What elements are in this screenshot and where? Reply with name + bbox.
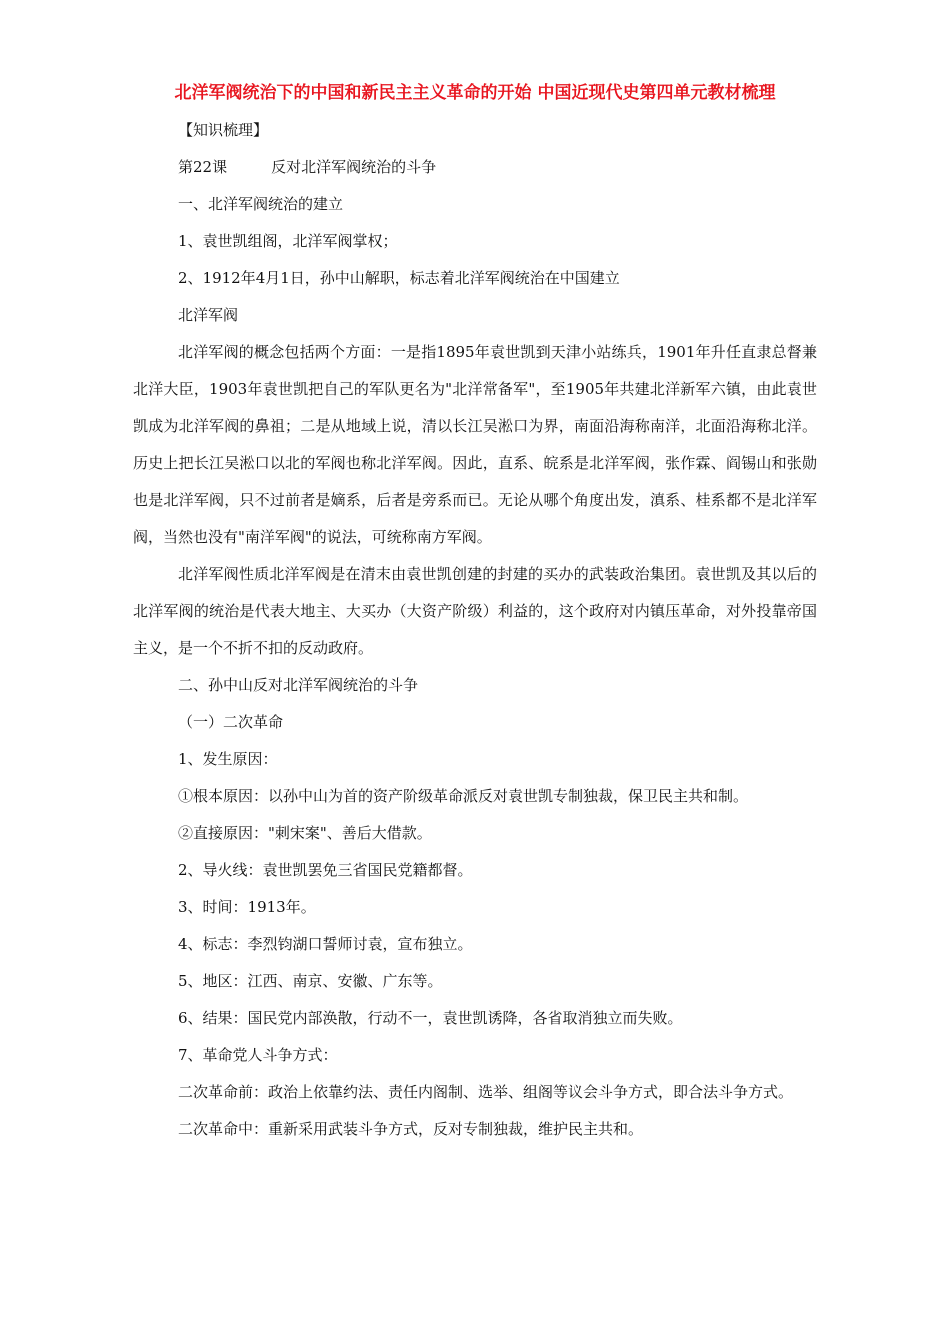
lesson-name: 反对北洋军阀统治的斗争 [271, 158, 437, 176]
list-item: 3、时间：1913年。 [178, 898, 316, 916]
list-item: ②直接原因："刺宋案"、善后大借款。 [178, 824, 432, 842]
heading-2: 二、孙中山反对北洋军阀统治的斗争 [178, 676, 419, 694]
list-item: 2、导火线：袁世凯罢免三省国民党籍都督。 [178, 861, 473, 879]
paragraph-nature: 北洋军阀性质北洋军阀是在清末由袁世凯创建的封建的买办的武装政治集团。袁世凯及其以后的北洋军阀的统治是代表大地主、大买办（大资产阶级）利益的，这个政府对内镇压革命，对外投靠帝国主义，是一个不折不扣的反动政府。 [133, 565, 817, 657]
lesson-heading [133, 149, 817, 186]
term-heading: 北洋军阀 [178, 306, 239, 324]
list-item: 1、发生原因： [178, 750, 278, 768]
list-item: 二次革命中：重新采用武装斗争方式，反对专制独裁，维护民主共和。 [178, 1120, 644, 1138]
list-item: 7、革命党人斗争方式： [178, 1046, 338, 1064]
heading-1: 一、北洋军阀统治的建立 [178, 195, 344, 213]
subheading: （一）二次革命 [178, 713, 284, 731]
paragraph-concept: 北洋军阀的概念包括两个方面：一是指1895年袁世凯到天津小站练兵，1901年升任直隶总督兼北洋大臣，1903年袁世凯把自己的军队更名为"北洋常备军"，至1905年共建北洋新军六镇，由此袁世凯成为北洋军阀的鼻祖；二是从地域上说，清以长江吴淞口为界，南面沿海称南洋，北面沿海称北洋。历史上把长江吴淞口以北的军阀也称北洋军阀。因此，直系、皖系是北洋军阀，张作霖、阎锡山和张勋也是北洋军阀，只不过前者是嫡系，后者是旁系而已。无论从哪个角度出发，滇系、桂系都不是北洋军阀，当然也没有"南洋军阀"的说法，可统称南方军阀。 [133, 343, 817, 546]
paragraph-before: 二次革命前：政治上依靠约法、责任内阁制、选举、组阁等议会斗争方式，即合法斗争方式。 [178, 1083, 794, 1101]
document-body [133, 112, 817, 1148]
document-title: 北洋军阀统治下的中国和新民主主义革命的开始 中国近现代史第四单元教材梳理 [174, 83, 776, 103]
list-item: 6、结果：国民党内部涣散，行动不一，袁世凯诱降，各省取消独立而失败。 [178, 1009, 683, 1027]
lesson-number: 第22课 [178, 158, 228, 176]
list-item: 5、地区：江西、南京、安徽、广东等。 [178, 972, 443, 990]
list-item: ①根本原因：以孙中山为首的资产阶级革命派反对袁世凯专制独裁，保卫民主共和制。 [178, 787, 749, 805]
list-item: 2、1912年4月1日，孙中山解职，标志着北洋军阀统治在中国建立 [178, 269, 620, 287]
list-item: 4、标志：李烈钧湖口誓师讨袁，宣布独立。 [178, 935, 473, 953]
section-header: 【知识梳理】 [178, 121, 269, 139]
list-item: 1、袁世凯组阁，北洋军阀掌权； [178, 232, 398, 250]
